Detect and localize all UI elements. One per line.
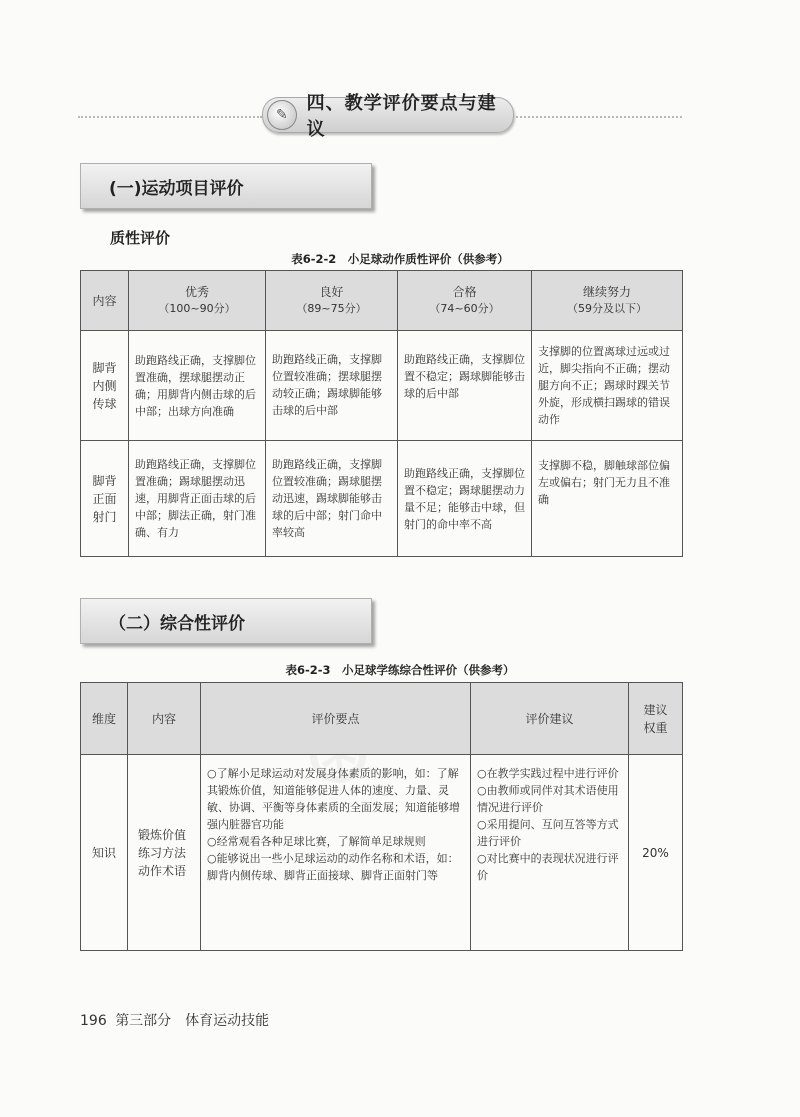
chapter-title: 四、教学评价要点与建议 <box>306 93 497 140</box>
page-footer <box>80 1010 269 1030</box>
chapter-banner <box>262 93 514 140</box>
whistle-icon: ✎ <box>267 100 297 130</box>
key-point: ○能够说出一些小足球运动的动作名称和术语，如：脚背内侧传球、脚背正面接球、脚背正面射门等 <box>207 852 459 882</box>
subhead-qualitative: 质性评价 <box>110 229 171 247</box>
header-good: 良好 （89~75分） <box>266 271 398 331</box>
header-content: 内容 <box>128 683 201 755</box>
table-cell: 助跑路线正确，支撑脚位置准确，摆球腿摆动正确；用脚背内侧击球的后中部；出球方向准确 <box>129 331 266 441</box>
key-points-cell <box>201 755 471 951</box>
table-2-caption: 表6-2-3 小足球学练综合性评价（供参考） <box>285 663 515 677</box>
table-cell: 助跑路线正确，支撑脚位置较准确；踢球腿摆动迅速，踢球脚能够击球的后中部；射门命中率较高 <box>266 441 398 557</box>
header-keep-trying: 继续努力 （59分及以下） <box>532 271 683 331</box>
divider-left <box>78 116 262 118</box>
table-row <box>81 331 683 441</box>
table-cell: 助跑路线正确，支撑脚位置准确；踢球腿摆动迅速，用脚背正面击球的后中部；脚法正确，射门准确、有力 <box>129 441 266 557</box>
content-cell: 锻炼价值练习方法动作术语 <box>128 755 201 951</box>
divider-right <box>512 116 682 118</box>
table-1-caption: 表6-2-2 小足球动作质性评价（供参考） <box>291 252 509 266</box>
suggestion: ○由教师或同伴对其术语使用情况进行评价 <box>477 784 619 814</box>
table-row <box>81 755 683 951</box>
footer-text: 第三部分 体育运动技能 <box>115 1013 270 1029</box>
suggestion: ○在教学实践过程中进行评价 <box>477 767 619 780</box>
table-cell: 助跑路线正确，支撑脚位置不稳定；踢球脚能够击球的后中部 <box>398 331 532 441</box>
weight-cell: 20% <box>629 755 683 951</box>
header-dimension: 维度 <box>81 683 128 755</box>
table-row <box>81 441 683 557</box>
key-point: ○经常观看各种足球比赛，了解简单足球规则 <box>207 835 426 848</box>
section-2-heading <box>80 598 372 644</box>
key-point: ○了解小足球运动对发展身体素质的影响，如：了解其锻炼价值，知道能够促进人体的速度、力量、灵敏、协调、平衡等身体素质的全面发展；知道能够增强内脏器官功能 <box>207 767 460 831</box>
table-comprehensive-evaluation <box>80 682 683 951</box>
table-qualitative-evaluation <box>80 270 683 557</box>
section-2-title: （二）综合性评价 <box>109 613 245 634</box>
header-suggestions: 评价建议 <box>471 683 629 755</box>
section-1-title: (一)运动项目评价 <box>109 178 244 199</box>
header-excellent: 优秀 （100~90分） <box>129 271 266 331</box>
table-cell: 支撑脚不稳，脚触球部位偏左或偏右；射门无力且不准确 <box>532 441 683 557</box>
table-cell: 助跑路线正确，支撑脚位置较准确；摆球腿摆动较正确；踢球脚能够击球的后中部 <box>266 331 398 441</box>
suggestion: ○对比赛中的表现状况进行评价 <box>477 852 619 882</box>
row-name: 脚背正面射门 <box>81 441 129 557</box>
section-1-heading <box>80 163 372 209</box>
header-content: 内容 <box>81 271 129 331</box>
table-cell: 支撑脚的位置离球过远或过近，脚尖指向不正确；摆动腿方向不正；踢球时踝关节外旋，形成横扫踢球的错误动作 <box>532 331 683 441</box>
header-weight: 建议权重 <box>629 683 683 755</box>
suggestions-cell <box>471 755 629 951</box>
suggestion: ○采用提问、互问互答等方式进行评价 <box>477 818 619 848</box>
header-pass: 合格 （74~60分） <box>398 271 532 331</box>
page-number: 196 <box>80 1013 107 1029</box>
header-key-points: 评价要点 <box>201 683 471 755</box>
row-name: 脚背内侧传球 <box>81 331 129 441</box>
table-cell: 助跑路线正确，支撑脚位置不稳定；踢球腿摆动力量不足；能够击中球，但射门的命中率不高 <box>398 441 532 557</box>
dimension-cell: 知识 <box>81 755 128 951</box>
